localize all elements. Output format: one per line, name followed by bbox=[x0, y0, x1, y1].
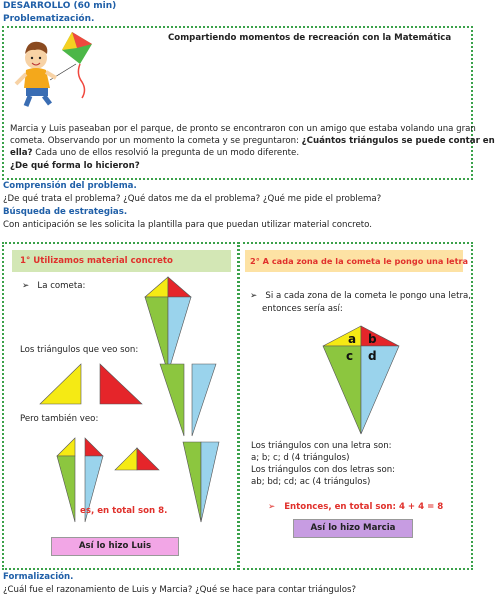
luis-method-button[interactable]: Así lo hizo Luis bbox=[51, 537, 179, 556]
luis-single-triangles bbox=[38, 360, 223, 440]
comprehension-label: Comprensión del problema. bbox=[3, 181, 137, 191]
marcia-intro-text: Si a cada zona de la cometa le pongo una letra, bbox=[265, 291, 471, 301]
marcia-heading: 2° A cada zona de la cometa le pongo una letra bbox=[250, 256, 469, 266]
letter-d: d bbox=[368, 349, 377, 363]
problem-question: ¿Cuántos triángulos se puede contar en bbox=[301, 136, 495, 146]
formalization-text: ¿Cuál fue el razonamiento de Luis y Marcia? ¿Qué se hace para contar triángulos? bbox=[3, 585, 357, 595]
problem-text-2a: cometa. Observando por un momento la cometa y se preguntaron: bbox=[10, 136, 302, 146]
comprehension-text: ¿De qué trata el problema? ¿Qué datos me da el problema? ¿Qué me pide el problema? bbox=[3, 194, 382, 204]
marcia-total-text: Entonces, en total son: 4 + 4 = 8 bbox=[284, 502, 444, 512]
luis-heading: 1° Utilizamos material concreto bbox=[20, 256, 173, 266]
problem-text-3b: Cada uno de ellos resolvió la pregunta de un modo diferente. bbox=[32, 148, 300, 158]
two-letter-list: ab; bd; cd; ac (4 triángulos) bbox=[251, 477, 371, 487]
marcia-intro-line-1: ➢ Si a cada zona de la cometa le pongo una letra, bbox=[250, 291, 471, 301]
problem-label: Problematización. bbox=[3, 14, 95, 24]
luis-also-label: Pero también veo: bbox=[20, 414, 99, 424]
marcia-total: ➢ Entonces, en total son: 4 + 4 = 8 bbox=[268, 502, 444, 512]
problem-question-end: ella? bbox=[10, 148, 33, 158]
problem-text-line-3 bbox=[10, 148, 299, 158]
problem-text-line-1: Marcia y Luis paseaban por el parque, de pronto se encontraron con un amigo que estaba volando una gran bbox=[10, 124, 476, 134]
problem-text-line-4: ¿De qué forma lo hicieron? bbox=[10, 161, 140, 171]
letter-b: b bbox=[368, 332, 377, 346]
luis-triangles-label: Los triángulos que veo son: bbox=[20, 345, 139, 355]
strategy-label: Búsqueda de estrategias. bbox=[3, 207, 128, 217]
child-kite-illustration bbox=[10, 28, 105, 108]
luis-kite-label-text: La cometa: bbox=[37, 281, 86, 291]
marcia-intro-line-2: entonces sería así: bbox=[262, 304, 343, 314]
one-letter-list: a; b; c; d (4 triángulos) bbox=[251, 453, 350, 463]
problem-title: Compartiendo momentos de recreación con la Matemática bbox=[168, 33, 452, 43]
letter-c: c bbox=[346, 349, 354, 363]
luis-kite-label: ➢ La cometa: bbox=[22, 281, 86, 291]
one-letter-label: Los triángulos con una letra son: bbox=[251, 441, 392, 451]
two-letter-label: Los triángulos con dos letras son: bbox=[251, 465, 396, 475]
problem-text-line-2 bbox=[10, 136, 495, 146]
luis-total: es, en total son 8. bbox=[80, 506, 168, 516]
formalization-label: Formalización. bbox=[3, 572, 74, 582]
letter-a: a bbox=[348, 332, 357, 346]
strategy-text: Con anticipación se les solicita la plantilla para que puedan utilizar material concreto. bbox=[3, 220, 373, 230]
section-title: DESARROLLO (60 min) bbox=[3, 1, 117, 11]
marcia-method-button[interactable]: Así lo hizo Marcia bbox=[293, 519, 413, 538]
marcia-lettered-kite bbox=[321, 324, 401, 436]
